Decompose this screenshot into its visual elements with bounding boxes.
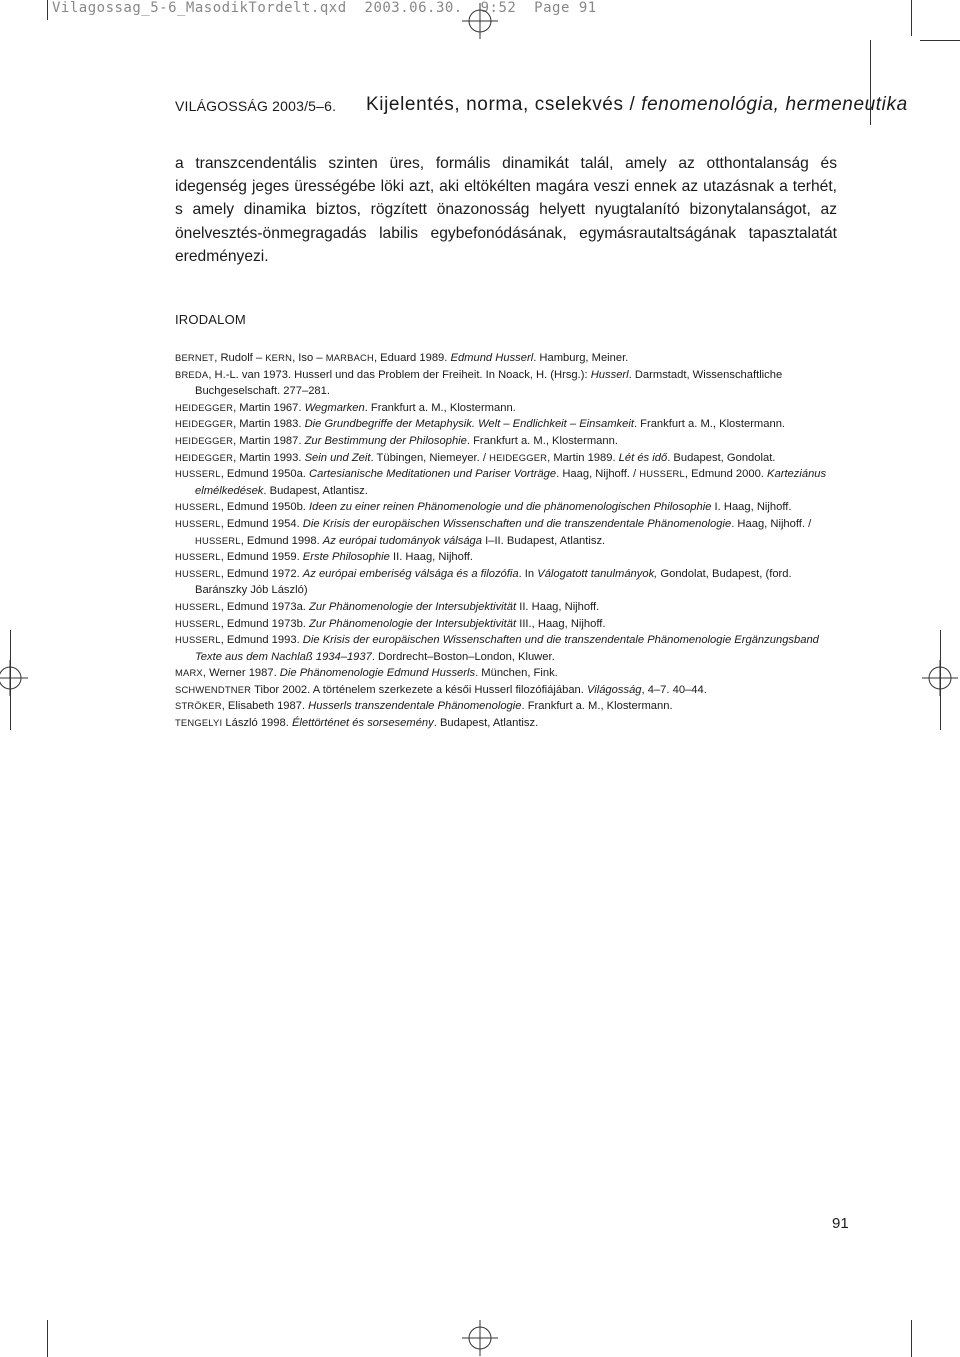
reference-author2: KERN <box>265 352 293 363</box>
reference-author: HUSSERL <box>175 551 221 563</box>
reference-italic: Zur Phänomenologie der Intersubjektivität <box>309 600 517 613</box>
slug-page: Page 91 <box>534 0 597 16</box>
reference-tail: . Hamburg, Meiner. <box>533 352 629 364</box>
reference-italic: Zur Phänomenologie der Intersubjektivität <box>309 617 517 630</box>
slug-line <box>52 0 597 16</box>
reference-italic: Élettörténet és sorsesemény <box>291 717 434 730</box>
running-header-title <box>366 94 908 116</box>
crop-mark-right-v <box>911 1320 912 1357</box>
reference-author: STRÖKER <box>175 700 222 712</box>
reference-rest: , Martin 1987. <box>233 434 305 447</box>
reference-author: HUSSERL <box>175 567 221 579</box>
reference-author: HEIDEGGER <box>175 401 234 413</box>
reference-italic: Husserl <box>590 368 629 381</box>
reference-author: MARX <box>175 667 203 679</box>
reference-tail2: I–II. Budapest, Atlantisz. <box>482 534 606 547</box>
reference-item <box>175 350 837 367</box>
reference-item <box>175 416 837 433</box>
registration-mark-top <box>462 3 498 39</box>
reference-author2: HUSSERL <box>195 534 241 546</box>
reference-item <box>175 682 837 699</box>
reference-item <box>175 549 837 566</box>
reference-italic: Edmund Husserl <box>450 352 534 364</box>
reference-rest: , Edmund 1973a. <box>220 600 310 613</box>
reference-rest: , H.-L. van 1973. Husserl und das Problem der Freiheit. In Noack, H. (Hrsg.): <box>208 368 591 381</box>
reference-item <box>175 367 837 400</box>
running-header-journal: VILÁGOSSÁG 2003/5–6. <box>175 98 337 114</box>
reference-author: HUSSERL <box>175 517 221 529</box>
reference-author: HEIDEGGER <box>175 434 234 446</box>
reference-tail: . Tübingen, Niemeyer. / <box>370 451 490 464</box>
reference-rest: , Werner 1987. <box>202 667 280 680</box>
reference-tail: II. Haag, Nijhoff. <box>389 551 473 564</box>
reference-author: BREDA <box>175 368 209 380</box>
reference-tail: . München, Fink. <box>475 667 558 680</box>
reference-item <box>175 599 837 616</box>
reference-item <box>175 433 837 450</box>
reference-rest: , Edmund 1959. <box>220 551 303 564</box>
reference-author: HEIDEGGER <box>175 418 234 430</box>
crop-mark-right-vertical <box>940 630 941 730</box>
reference-author: HUSSERL <box>175 617 221 629</box>
reference-italic2: Lét és idő <box>618 451 668 464</box>
reference-author: BERNET <box>175 352 215 363</box>
reference-rest3: , Eduard 1989. <box>373 352 451 364</box>
reference-rest: , Edmund 1950b. <box>220 501 310 514</box>
reference-tail2: . Budapest, Atlantisz. <box>263 484 368 497</box>
reference-italic: Zur Bestimmung der Philosophie <box>304 434 467 447</box>
reference-author: HUSSERL <box>175 600 221 612</box>
reference-tail2: Gondolat, Budapest, (ford. Baránszky Jób László) <box>195 567 792 597</box>
reference-author: HUSSERL <box>175 501 221 513</box>
reference-list <box>175 350 837 732</box>
slug-file: Vilagossag_5-6_MasodikTordelt.qxd <box>52 0 347 16</box>
reference-rest2: , Martin 1989. <box>547 451 619 464</box>
reference-rest2: , Iso – <box>292 352 326 364</box>
reference-rest: Tibor 2002. A történelem szerkezete a késői Husserl filozófiájában. <box>251 683 587 696</box>
reference-item <box>175 450 837 467</box>
reference-italic2: Az európai tudományok válsága <box>322 534 483 547</box>
registration-mark-left <box>0 660 28 696</box>
reference-tail: . Darmstadt, Wissenschaftliche Buchgeselschaft. 277–281. <box>195 368 783 398</box>
reference-italic: Die Krisis der europäischen Wissenschaften und die transzendentale Phänomenologie Ergänzungsband Texte aus dem Nachlaß 1934–1937 <box>195 634 819 663</box>
running-header-title-plain: Kijelentés, norma, cselekvés / <box>366 94 636 115</box>
reference-tail: . Dordrecht–Boston–London, Kluwer. <box>371 650 555 663</box>
reference-rest: László 1998. <box>222 717 292 730</box>
reference-item <box>175 698 837 715</box>
reference-italic: Wegmarken <box>304 401 365 414</box>
reference-tail2: . Budapest, Gondolat. <box>667 451 776 464</box>
reference-tail: . Frankfurt a. M., Klostermann. <box>364 401 516 414</box>
crop-mark-top-left <box>47 0 48 20</box>
crop-mark-left-vertical <box>10 630 11 730</box>
reference-tail: . Haag, Nijhoff. / <box>731 517 812 530</box>
reference-rest: , Martin 1993. <box>233 451 305 464</box>
reference-italic2: Karteziánus elmélkedések <box>195 468 827 497</box>
reference-item <box>175 616 837 633</box>
slug-time: 9:52 <box>480 0 517 16</box>
reference-author: HUSSERL <box>175 634 221 646</box>
crop-mark-top-right-v <box>911 0 912 36</box>
reference-author3: MARBACH <box>325 352 374 363</box>
reference-rest: , Edmund 1973b. <box>220 617 310 630</box>
reference-rest2: , Edmund 2000. <box>684 468 768 481</box>
crop-mark-left-v <box>47 1320 48 1357</box>
reference-italic: Die Grundbegriffe der Metaphysik. Welt – Endlichkeit – Einsamkeit <box>304 418 634 431</box>
reference-item <box>175 665 837 682</box>
reference-item <box>175 632 837 665</box>
reference-rest2: , Edmund 1998. <box>240 534 323 547</box>
reference-author2: HUSSERL <box>639 468 685 480</box>
reference-italic2: Válogatott tanulmányok, <box>537 567 658 580</box>
reference-author: HUSSERL <box>175 468 221 480</box>
reference-rest: , Rudolf – <box>214 352 266 364</box>
reference-author: HEIDEGGER <box>175 451 234 463</box>
reference-tail: . Frankfurt a. M., Klostermann. <box>521 700 673 713</box>
reference-item <box>175 466 837 499</box>
reference-author2: HEIDEGGER <box>489 451 548 463</box>
reference-rest: , Edmund 1950a. <box>220 468 310 481</box>
slug-date: 2003.06.30. <box>364 0 463 16</box>
reference-tail: III., Haag, Nijhoff. <box>516 617 606 630</box>
reference-tail: . Budapest, Atlantisz. <box>433 717 539 730</box>
reference-tail: . In <box>518 567 538 580</box>
reference-rest: , Edmund 1972. <box>220 567 303 580</box>
reference-tail: . Frankfurt a. M., Klostermann. <box>466 434 618 447</box>
reference-italic: Világosság <box>586 683 642 696</box>
reference-item <box>175 566 837 599</box>
reference-rest: , Edmund 1993. <box>220 634 303 647</box>
section-title-irodalom: IRODALOM <box>175 312 246 327</box>
reference-item <box>175 499 837 516</box>
reference-italic: Ideen zu einer reinen Phänomenologie und die phänomenologischen Philosophie <box>309 501 712 514</box>
running-header-title-italic: fenomenológia, hermeneutika <box>641 94 908 115</box>
reference-italic: Cartesianische Meditationen und Pariser Vorträge <box>309 468 557 481</box>
reference-italic: Sein und Zeit <box>304 451 371 464</box>
page-number: 91 <box>832 1215 849 1232</box>
reference-item <box>175 516 837 549</box>
reference-tail: . Haag, Nijhoff. / <box>556 468 640 481</box>
reference-rest: , Edmund 1954. <box>220 517 303 530</box>
reference-italic: Erste Philosophie <box>302 551 390 564</box>
reference-rest: , Martin 1967. <box>233 401 305 414</box>
reference-rest: , Elisabeth 1987. <box>221 700 309 713</box>
body-paragraph: a transzcendentális szinten üres, formális dinamikát talál, amely az otthontalanság és idegenség jeges ürességébe löki azt, aki eltökélten magára veszi ennek az utazásnak a terhét, s amely dinamika biztos, rögzített önazonosság helyett nyugtalanító bizonytalanságot, az önelvesztés-önmegragadás labilis egybefonódásának, egymásrautaltságának tapasztalatát eredményezi. <box>175 155 837 265</box>
reference-author: SCHWENDTNER <box>175 683 252 695</box>
crop-mark-top-right-h <box>920 40 960 41</box>
reference-italic: Az európai emberiség válsága és a filozófia <box>302 567 519 580</box>
reference-italic: Die Phänomenologie Edmund Husserls <box>279 667 476 680</box>
reference-italic: Die Krisis der europäischen Wissenschaften und die transzendentale Phänomenologie <box>302 517 732 530</box>
reference-tail: . Frankfurt a. M., Klostermann. <box>633 418 786 431</box>
reference-tail: , 4–7. 40–44. <box>641 683 707 696</box>
registration-mark-bottom <box>462 1320 498 1356</box>
reference-author: TENGELYI <box>175 717 223 729</box>
reference-tail: II. Haag, Nijhoff. <box>516 600 600 613</box>
reference-item <box>175 400 837 417</box>
reference-rest: , Martin 1983. <box>233 418 305 431</box>
reference-italic: Husserls transzendentale Phänomenologie <box>308 700 522 713</box>
reference-item <box>175 715 837 732</box>
reference-tail: I. Haag, Nijhoff. <box>711 501 792 514</box>
